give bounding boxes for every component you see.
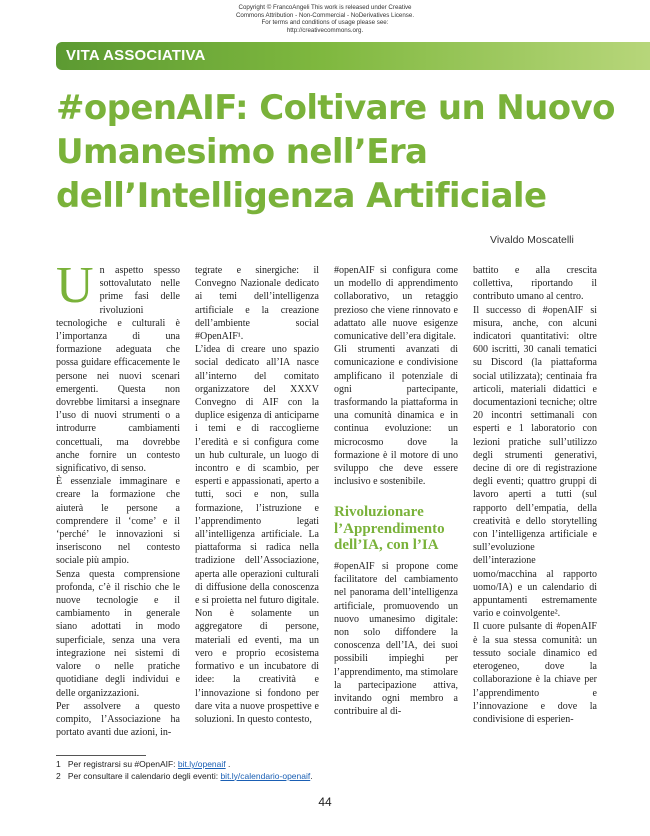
paragraph-text: n aspetto spesso sottovalutato nelle prime fasi delle rivoluzioni tecnologiche e culturali è l’importanza di una formazione adeguata che possa guidare efficacemente le persone nei nuovi scenari emergenti. Questa non dovrebbe limitarsi a insegnare l’uso di nuovi strumenti o a introdurre cambiamenti concettuali, ma dovrebbe anche fornire un contesto significativo, di senso.	[56, 265, 180, 475]
author-name: Vivaldo Moscatelli	[490, 234, 574, 246]
paragraph: È essenziale immaginare e creare la formazione che aiuterà le persone a comprendere il ‘come’ e il ‘perché’ le innovazioni si inseriscono nel contesto sociale più ampio.	[56, 476, 180, 567]
copyright-line: Copyright © FrancoAngeli This work is released under Creative	[238, 4, 412, 11]
text-column-2	[195, 264, 319, 726]
paragraph: Gli strumenti avanzati di comunicazione e condivisione amplificano il potenziale di ogni partecipante, trasformando la piattaforma in una comunità dinamica e in continua evoluzione: un microcosmo dove la formazione è il motore di uno sviluppo che deve essere inclusivo e sostenibile.	[334, 344, 458, 488]
footnote-number: 1	[56, 759, 61, 769]
section-subheading: Rivoluzionare l’Apprendimento dell’IA, con l’IA	[334, 504, 445, 554]
copyright-line: http://creativecommons.org.	[286, 26, 364, 34]
paragraph: battito e alla crescita collettiva, riportando il contributo umano al centro.	[473, 265, 597, 303]
section-banner	[56, 42, 650, 70]
footnote	[56, 771, 313, 783]
paragraph: Il successo di #openAIF si misura, anche, con alcuni indicatori quantitativi: oltre 600 iscritti, 30 canali tematici su Discord (la piattaforma social utilizzata); centinaia fra articoli, materiali didattici e documentazioni tecniche; oltre 20 incontri settimanali con esperti e 1 laboratorio con lezioni pratiche sull’utilizzo degli strumenti generativi, decine di ore di registrazione degli eventi; quattro gruppi di lavoro aperti a tutti (sul rapporto dell’empatia, della creatività e dello storytelling con l’intelligenza artificiale e sull’evoluzione dell’interazione uomo/macchina al rapporto uomo/IA) e un calendario di appuntamenti estremamente vario e coinvolgente².	[473, 304, 597, 620]
paragraph: tegrate e sinergiche: il Convegno Nazionale dedicato ai temi dell’intelligenza artificiale e la creazione dell’ambiente social #OpenAIF¹.	[195, 265, 319, 343]
page-number: 44	[318, 795, 332, 809]
paragraph: Il cuore pulsante di #openAIF è la sua stessa comunità: un tessuto sociale dinamico ed eterogeneo, dove la collaborazione è la chiave per l’apprendimento e l’innovazione e dove la condivisione di esperien-	[473, 621, 597, 725]
paragraph: Per assolvere a questo compito, l’Associazione ha portato avanti due azioni, in-	[56, 700, 180, 739]
paragraph	[56, 257, 180, 475]
copyright-notice	[0, 4, 650, 34]
text-column-4	[473, 264, 597, 726]
footnote-link[interactable]: bit.ly/openaif	[177, 759, 226, 769]
section-label: VITA ASSOCIATIVA	[66, 47, 206, 64]
footnote-text: Per registrarsi su #OpenAIF:	[67, 759, 178, 769]
article-title: #openAIF: Coltivare un Nuovo Umanesimo nell’Era dell’Intelligenza Artificiale	[56, 88, 615, 216]
footnote-tail: .	[225, 759, 231, 769]
footnote-text: Per consultare il calendario degli eventi:	[67, 770, 221, 781]
footnote-link[interactable]: bit.ly/calendario-openaif	[220, 770, 311, 781]
footnote-tail: .	[310, 770, 313, 781]
copyright-line: Commons Attribution - Non-Commercial - NoDerivatives License.	[235, 11, 415, 19]
footnote-number: 2	[56, 770, 61, 781]
paragraph: #openAIF si propone come facilitatore del cambiamento nel panorama dell’intelligenza artificiale, promuovendo un nuovo umanesimo digitale: non solo diffondere la conoscenza dell’IA, dei suoi possibili impieghi per l’apprendimento, ma stimolare la partecipazione attiva, invitando ogni membro a contribuire al di-	[334, 560, 458, 718]
text-column-3	[334, 264, 458, 718]
footnote	[56, 759, 313, 771]
paragraph: #openAIF si configura come un modello di apprendimento collaborativo, un retaggio prezioso che viene rinnovato e adattato alle nuove esigenze comunicative dell’era digitale.	[334, 265, 458, 343]
text-column-1	[56, 257, 180, 739]
copyright-line: For terms and conditions of usage please see:	[261, 19, 389, 27]
paragraph: Senza questa comprensione profonda, c’è il rischio che le nuove tecnologie e il cambiamento in generale siano adottati in modo superficiale, senza una vera integrazione nei sistemi di valore o nelle pratiche quotidiane degli individui e delle organizzazioni.	[56, 568, 180, 699]
footnotes	[56, 759, 313, 782]
footnote-divider	[56, 755, 146, 756]
paragraph: L’idea di creare uno spazio social dedicato all’IA nasce all’interno del comitato organizzatore del XXXV Convegno di AIF con la duplice esigenza di anticiparne i temi e di raccoglierne l’eredità e si configura come un hub culturale, un luogo di incontro e di scambio, per esperti e appassionati, aperto a tutti, soci e non, sulla formazione, l’istruzione e l’apprendimento legati all’intelligenza artificiale. La piattaforma si radica nella tradizione dell’Associazione, aperta alle operazioni culturali di diffusione della conoscenza e si proietta nel futuro digitale. Non è solamente un aggregatore di persone, materiali ed eventi, ma un vero e proprio ecosistema formativo e un incubatore di idee: la creatività e l’innovazione si fondono per dare vita a nuove prospettive e soluzioni. In questo contesto,	[195, 344, 319, 725]
drop-cap: U	[56, 257, 94, 314]
